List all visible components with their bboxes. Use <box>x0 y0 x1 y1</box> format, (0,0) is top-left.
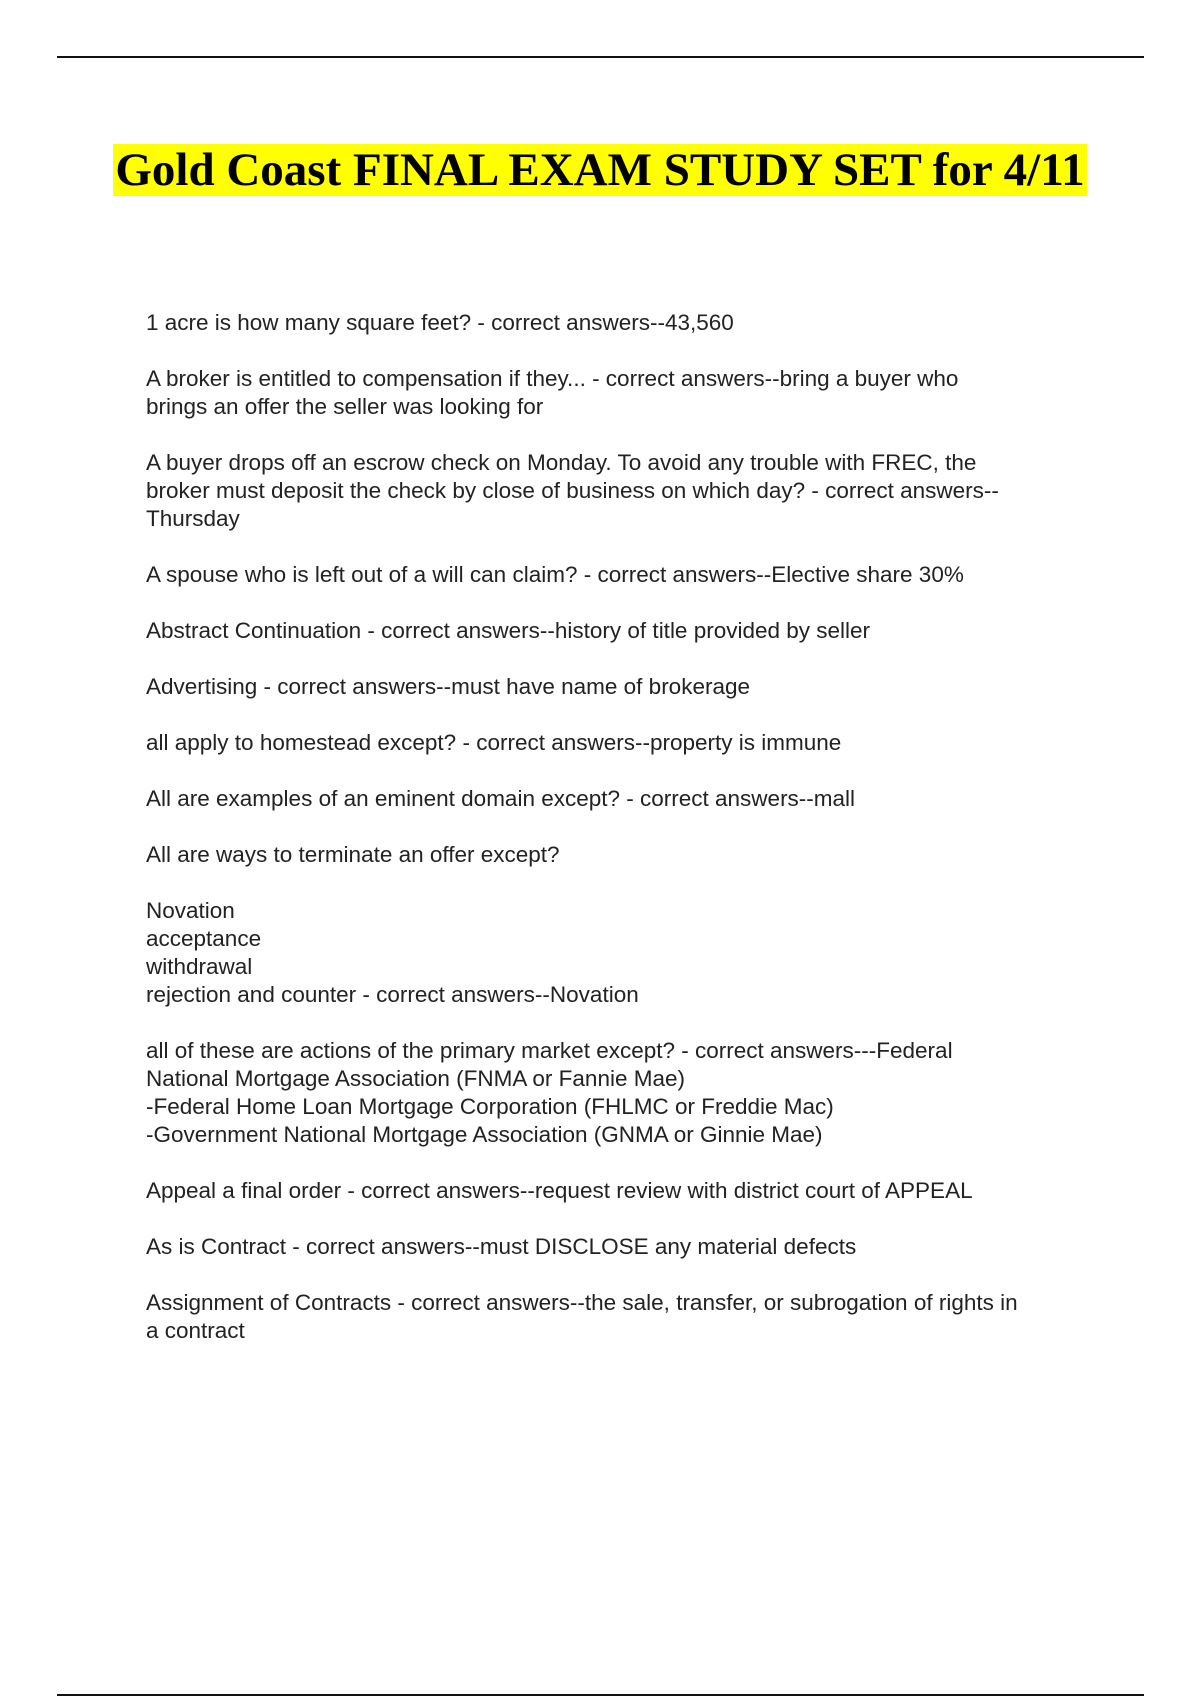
document-title: Gold Coast FINAL EXAM STUDY SET for 4/11 <box>115 144 1085 196</box>
study-entry: Abstract Continuation - correct answers--history of title provided by seller <box>146 618 871 643</box>
study-entry: As is Contract - correct answers--must DISCLOSE any material defects <box>146 1234 857 1259</box>
study-set-list <box>146 309 1096 1373</box>
study-entry: A broker is entitled to compensation if they... - correct answers--bring a buyer who brings an offer the seller was looking for <box>146 366 959 419</box>
study-entry: Assignment of Contracts - correct answers--the sale, transfer, or subrogation of rights in a contract <box>146 1290 1018 1343</box>
study-entry: all apply to homestead except? - correct answers--property is immune <box>146 730 842 755</box>
study-entry: all of these are actions of the primary market except? - correct answers---Federal National Mortgage Association (FNMA or Fannie Mae) -Federal Home Loan Mortgage Corporation (FHLMC or Freddie Mac) -Government National Mortgage Association (GNMA or Ginnie Mae) <box>146 1038 953 1147</box>
study-entry: Appeal a final order - correct answers--request review with district court of APPEAL <box>146 1178 973 1203</box>
study-entry: All are examples of an eminent domain except? - correct answers--mall <box>146 786 856 811</box>
study-entry: 1 acre is how many square feet? - correct answers--43,560 <box>146 310 734 335</box>
study-entry: All are ways to terminate an offer except? <box>146 842 560 867</box>
study-entry: A spouse who is left out of a will can claim? - correct answers--Elective share 30% <box>146 562 964 587</box>
header-rule <box>57 56 1144 58</box>
title-block <box>100 142 1100 198</box>
footer-rule <box>57 1694 1144 1696</box>
study-entry: A buyer drops off an escrow check on Monday. To avoid any trouble with FREC, the broker must deposit the check by close of business on which day? - correct answers-- Thursday <box>146 450 999 531</box>
study-entry: Advertising - correct answers--must have name of brokerage <box>146 674 750 699</box>
study-entry: Novation acceptance withdrawal rejection and counter - correct answers--Novation <box>146 898 639 1007</box>
